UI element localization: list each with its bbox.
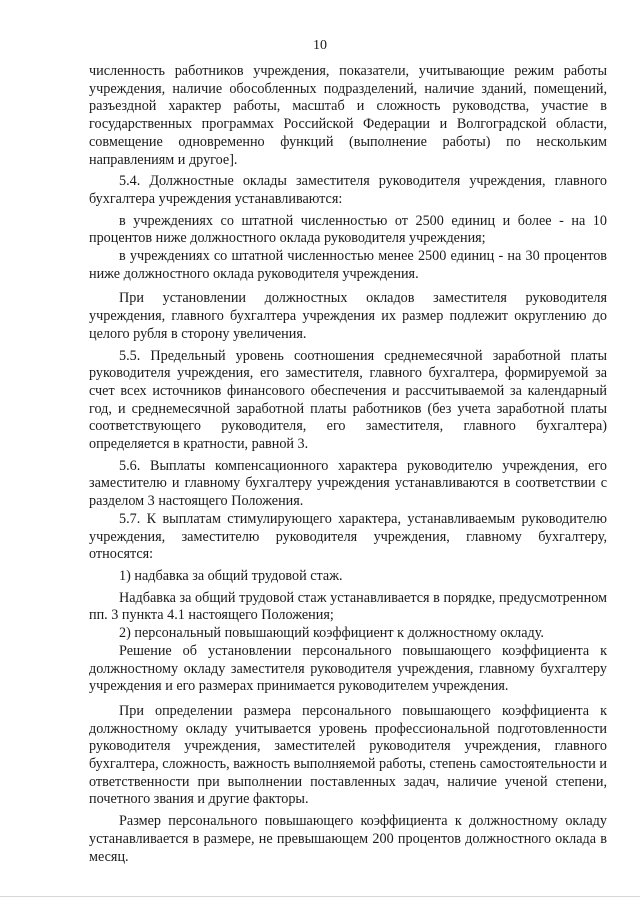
paragraph-continuation: численность работников учреждения, показатели, учитывающие режим работы учреждения, наличие обособленных подразделений, наличие зданий, помещений, разъездной характер работы, масштаб и сложность руководства, участие в государственных программах Российской Федерации и Волгоградской области, совмещение одновременно функций (выполнение работы) по нескольким направлениям и другое]. <box>89 63 607 168</box>
paragraph-coefficient-decision: Решение об установлении персонального повышающего коэффициента к должностному окладу заместителя руководителя учреждения, главному бухгалтеру учреждения и его размерах принимается руководителем учреждения. <box>89 642 607 695</box>
paragraph-5-4: 5.4. Должностные оклады заместителя руководителя учреждения, главного бухгалтера учреждения устанавливаются: <box>89 173 607 207</box>
document-body <box>89 63 607 866</box>
page-number: 10 <box>313 38 327 53</box>
paragraph-5-6: 5.6. Выплаты компенсационного характера руководителю учреждения, его заместителю и главному бухгалтеру учреждения устанавливаются в соответствии с разделом 3 настоящего Положения. <box>89 457 607 510</box>
paragraph-coefficient-criteria: При определении размера персонального повышающего коэффициента к должностному окладу учитывается уровень профессиональной подготовленности руководителя учреждения, заместителей руководителя учреждения, главного бухгалтера, сложность, важность выполняемой работы, степень самостоятельности и ответственности при выполнении поставленных задач, наличие ученой степени, почетного звания и другие факторы. <box>89 702 607 808</box>
paragraph-5-7: 5.7. К выплатам стимулирующего характера, устанавливаемым руководителю учреждения, заместителю руководителя учреждения, главному бухгалтеру, относятся: <box>89 510 607 563</box>
paragraph-rounding: При установлении должностных окладов заместителя руководителя учреждения, главного бухгалтера учреждения их размер подлежит округлению до целого рубля в сторону увеличения. <box>89 290 607 342</box>
paragraph-seniority-bonus: Надбавка за общий трудовой стаж устанавливается в порядке, предусмотренном пп. 3 пункта 4.1 настоящего Положения; <box>89 589 607 624</box>
paragraph-coefficient-limit: Размер персонального повышающего коэффициента к должностному окладу устанавливается в размере, не превышающем 200 процентов должностного оклада в месяц. <box>89 813 607 865</box>
paragraph-5-4-item-1: в учреждениях со штатной численностью от 2500 единиц и более - на 10 процентов ниже должностного оклада руководителя учреждения; <box>89 212 607 247</box>
scan-edge-line <box>0 896 640 897</box>
list-item-2: 2) персональный повышающий коэффициент к должностному окладу. <box>119 625 544 642</box>
paragraph-5-4-item-2: в учреждениях со штатной численностью менее 2500 единиц - на 30 процентов ниже должностного оклада руководителя учреждения. <box>89 248 607 282</box>
paragraph-5-5: 5.5. Предельный уровень соотношения среднемесячной заработной платы руководителя учреждения, его заместителя, главного бухгалтера, формируемой за счет всех источников финансового обеспечения и рассчитываемой за календарный год, и среднемесячной заработной платы работников (без учета заработной платы соответствующего руководителя, его заместителя, главного бухгалтера) определяется в кратности, равной 3. <box>89 347 607 453</box>
list-item-1: 1) надбавка за общий трудовой стаж. <box>119 567 343 584</box>
